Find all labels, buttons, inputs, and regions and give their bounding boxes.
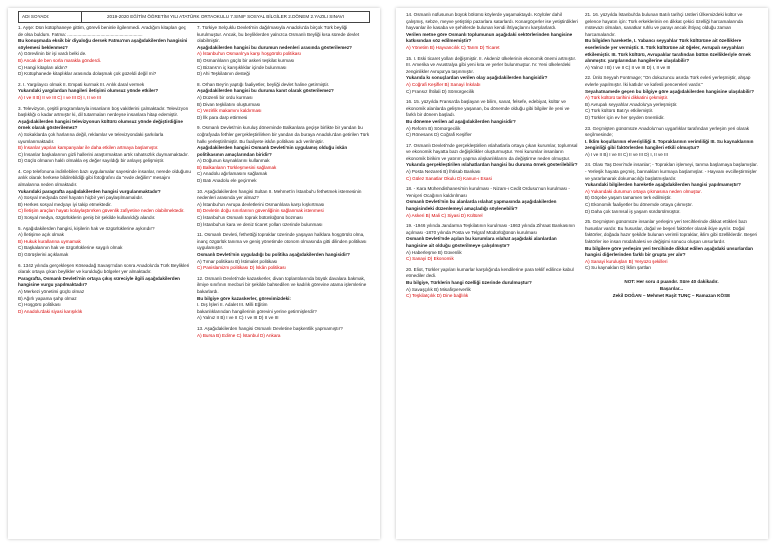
answer-option[interactable]: B) İnsanlar yapılan kampanyalar ile daha etkilen artmaya başlamıştır. — [18, 145, 159, 151]
question-stem: 6. 1342 yılında gerçekleşen Köseadağ Savaşı'ndan sonra Anadolu'da Türk Beylikleri olarak ortaya çıkan beylikler ve kurulduğu bölgeler yer almaktadır. — [18, 262, 190, 275]
question-column — [18, 25, 191, 343]
answer-option[interactable]: A) Sosyal medyada özel hayatın hiçbir yeri paylaşılmamalıdır. — [18, 195, 144, 201]
question-block — [197, 125, 370, 184]
answer-option[interactable]: B) Ancak de ben sorla marakla gönderdi. — [18, 57, 101, 63]
answer-option[interactable]: D) Anadolu'daki siyasi karışıklık — [18, 308, 83, 314]
question-block — [406, 56, 579, 96]
answer-option[interactable]: A) Yönetim B) Hayvancılık C) Tarım D) Ticaret — [406, 44, 500, 50]
question-block — [406, 99, 579, 139]
answer-option[interactable]: C) Gülez Sanatlar Okulu D) Kanun-ı Esasi — [406, 175, 492, 181]
question-prompt: Aşağıdakilerden hangisi Osmanlı Devleti'nin uygulamış olduğu iskân politikasının amaçlarından biridir? — [197, 145, 348, 157]
answer-option[interactable]: C) Hoşgörü politikası — [18, 302, 61, 308]
question-prompt: Verilen metne göre Osmanlı toplumunun aşağıdaki sektörlerinden hangisine katkısından söz edilmemiştir? — [406, 31, 573, 44]
question-block — [18, 82, 191, 102]
question-block — [197, 82, 370, 122]
question-block — [406, 223, 579, 263]
question-stem: 1. Ayşe: Dün kütüphaneye gittim, görevli beninle ilgilenmedi. Aradığım kitapları geç de olsa buldum. Fatma: ........................................................... — [18, 25, 186, 37]
answer-option[interactable]: C) Hangi kitapları aldın? — [18, 64, 68, 70]
question-stem: 9. Osmanlı Devleti'nin kuruluş döneminde Balkanlara geçişe birlikte bir yandan bu coğrafyada fethler gerçekleştirilirken bir yandan da buraya Anadolu'dan getirilen Türk halkı yerleştirilmiştir. Bu faaliyete iskân politikası adı verilmiştir. — [197, 125, 370, 144]
question-column — [585, 12, 758, 304]
question-block — [18, 25, 191, 78]
answer-option[interactable]: A) İstanbul'un Avrupa devletlerini Osmanlılara karşı kışkırtması — [197, 201, 325, 207]
answer-option[interactable]: B) Devletin doğu sınırlarının güvenliğinin sağlanmak istenmesi — [197, 208, 324, 214]
question-column — [197, 25, 370, 343]
question-stem: 13. Aşağıdakilerden hangisi Osmanlı Devletine başkentlik yapmamıştır? — [197, 325, 343, 331]
answer-option[interactable]: C) Anadolu ağırlamasını sağlamak — [197, 171, 268, 177]
question-stem: 2. I. Yargılayıcı olmak II. Empati kurmak III. Anlık daral vermek — [18, 81, 145, 87]
question-stem: 7. Türkiye Selçuklu Devleti'nin dağılmasıyla Anadolu'da birçok Türk beyliği kurulmuştur. Ancak, bu beyliklerden yalnızca Osmanlı Beyliği kısa sürede devlet olabilmiştir. — [197, 25, 360, 44]
answer-option[interactable]: B) Osmanlıların güçlü bir askeri teşkilat kurması — [197, 57, 295, 63]
question-stem: 20. Eliot, Türkler yapıları kumarlar karşılığında kendilerine para teklif edilince kabul etmediler dedi. — [406, 266, 574, 279]
answer-option[interactable]: B) Balkanların Türkleşmesini sağlamak — [197, 164, 277, 170]
question-block — [585, 12, 758, 71]
answer-option[interactable]: A) Yukarıdaki durumun ortaya çıkmasına neden olmuştur. — [585, 188, 702, 194]
answer-option[interactable]: A) Bursa B) Edirne C) İstanbul D) Ankara — [197, 332, 281, 338]
question-stem: 14. Osmanlı nüfusunun büyük bölümü köylerde yaşamaktaydı. Köylüler dahil çalışmış, sebze, meyve yetiştirip pazarlara satarlardı. Konargöçerler ise yetiştirdikleri hayvanlar ile kasaba ve şehirlerde bulunan kendi ihtiyaçlarını karşılarlardı. — [406, 12, 578, 31]
answer-option[interactable]: B) Divan teşkilatını oluşturması — [197, 101, 261, 107]
question-block — [197, 276, 370, 322]
question-block — [406, 267, 579, 300]
question-stem: 24. Olası Taş Devri'nde insanlar; - Toprakları işlemeyi, tarıma başlamaya başlamışlar. - Yerleşik hayata geçmiş, barınakları kurmaya başlamışlar. - Hayvanı evcilleştirmişler ve yararlanarak dokumacılığı başlatmışlardır. — [585, 162, 758, 181]
exam-page-right — [396, 8, 768, 539]
question-stem: 21. 16. yüzyılda İstanbul'da bulunan Batılı tarihçi Ustleri Ülkemizdeki kültür ve gelence hayatın için: Türk erkeklerinin en dikkat çekici özelliği harcamalarında mütevazı olmaları, sanatkar ruhlu ve parayı ancak ihtiyaç olduğu zaman harcamalarıdır. — [585, 12, 743, 37]
question-block — [197, 232, 370, 272]
question-stem: 23. Geçmişten günümüze Anadolu'nun uygarlıklar tarafından yerleşim yeri olarak seçilmesinde; — [585, 125, 750, 138]
answer-option[interactable]: C) Türk kültürü Batı'yı etkilemiştir. — [585, 108, 654, 114]
answer-option[interactable]: bakanlıklarından hangilerinin görevini yerine getirmişlerdir? — [197, 308, 317, 314]
question-prompt: Aşağıdakilerden hangisi bu duruma kanıt olarak gösterilemez? — [197, 88, 334, 94]
answer-option[interactable]: A) Düzenli bir ordu kurması — [197, 94, 253, 100]
answer-option[interactable]: B) Ağırlı yapama şahp olmaz — [18, 295, 77, 301]
answer-option[interactable]: A) Doğunun kaynaklarını kullanmak — [197, 158, 270, 164]
answer-option[interactable]: A) Yalnız I B) I ve II C) II ve III D) I, II ve III — [585, 64, 671, 70]
answer-option[interactable]: C) Su kaynakları D) İklim şartları — [585, 265, 652, 271]
question-prompt: Yukarıdaki yargılardan hangileri iletişimi olumsuz yönde etkiler? — [18, 88, 159, 94]
question-stem: 15. I. Eski ticaret yolları değişmiştir. II. Akdeniz ülkelerinin ekonomik önemi artmıştır. III. Amerika ve Avustralya gibi yeni kıta ve yerler bulunmuştur. IV. Yeni ülkelerdeki zenginlikler Avrupa'ya taşınmıştır. — [406, 55, 577, 74]
answer-option[interactable]: D) Türkler için ev her şeyden önemlidir. — [585, 114, 665, 120]
answer-option[interactable]: C) Rönesans D) Coğrafi Keşifler — [406, 132, 472, 138]
exam-footer — [585, 278, 758, 299]
answer-option[interactable]: A) I ve II B) I ve III C) II ve III D) I, II ve III — [585, 151, 668, 157]
answer-option[interactable]: D) Sosyal medya, özgürlüklerin geniş bir şekilde kullanıldığı alandır. — [18, 215, 156, 221]
question-stem: 5. Aşağıdakilerden hangisi, kişilerin hak ve özgürlüklerine aykırıdır? — [18, 225, 155, 231]
answer-option[interactable]: D) Ahi Teşkilatının desteği — [197, 71, 250, 77]
question-stem: 25. Geçmişten günümüze insanlar yerleşim yeri tercihlerinde dikkat ettikleri bazı hususlar vardır. Bu hususlar, doğal ve beşeri faktörler olarak ikiye ayrılır. Doğal faktörler, doğada hazır şekilde bulunan verimli topraklar, iklim gibi özelliklerdir. Beşeri faktörler ise insan müdahalesi ve değişimi sonucu oluşan unsurlardır. — [585, 219, 758, 244]
question-column — [406, 12, 579, 304]
question-block — [18, 169, 191, 222]
answer-option[interactable]: D) Güçlü olmanın haklı olmakla eş değer sayıldığı bir anlayış gelişmiştir. — [18, 158, 165, 164]
answer-option[interactable]: C) Bizans'ın iç karışıklıklar içinde bulunması — [197, 64, 287, 70]
question-block — [18, 106, 191, 165]
question-prompt: Aşağıdakilerden hangisi bu durumun nedenleri arasında gösterilemez? — [197, 44, 352, 50]
answer-option[interactable]: B) Herkes sosyal medyayı iyi takip etmektedir. — [18, 201, 112, 207]
question-stem: 10. Aşağıdakilerden hangisi Sultan II. Mehmet'in İstanbul'u fethetmek istemesinin nedenleri arasında yer almaz? — [197, 188, 362, 201]
question-prompt: Aşağıdakilerden hangisi televizyonun kültürü olumsuz yönde değiştirdiğine örnek olarak gösterilemez? — [18, 118, 183, 131]
question-block — [406, 12, 579, 52]
answer-option[interactable]: C) Başkalarının hak ve özgürlüklerine saygılı olmak — [18, 245, 123, 251]
answer-option[interactable]: C) Vezirlik makamını kaldırması — [197, 108, 262, 114]
answer-option[interactable]: A) I ve II B) II ve III C) I ve III D) I, II ve III — [18, 94, 101, 100]
question-block — [585, 162, 758, 215]
answer-option[interactable]: C) İletişim araçları hayatı kolaylaştırırken güvenlik zafiyetine neden olabilmektedir. — [18, 208, 185, 214]
question-stem: 22. Ünlü Seyyah Fontmage; "On dokuzuncu asırda Türk evleri yerleşmiştir, ahşap evlerle yapılmıştır. İki katlıdır ve kafesli pencereleri vardır." — [585, 75, 751, 87]
answer-option[interactable]: B) Hukuk kurallarına uymamak — [18, 238, 81, 244]
question-prompt: Bu bilgiden hareketle, I. Yabancı seyyahlar Türk kültürüne ait özelliklere eserlerinde yer vermiştir. II. Türk kültürüne ait öğeler, Avrupalı seyyahları etkilemiştir. III. Türk kültürü, Avrupalılar tarafından bütün özellikleriyle örnek alınmıştır. yargılarından hangilerine ulaşılabilir? — [585, 38, 751, 64]
answer-option[interactable]: A) Tımar politikası B) İstimalet politikası — [197, 258, 278, 264]
footer-wish: Başarılar... — [659, 285, 684, 291]
answer-option[interactable]: C) Ekonomik faaliyetler bu dönemde ortaya çıkmıştır. — [585, 202, 693, 208]
answer-option[interactable]: A) Merkezi yönetimi güçlü olmaz — [18, 288, 85, 294]
answer-option[interactable]: B) Avrupalı seyyahlar Anadolu'ya yerleşmiştir. — [585, 101, 678, 107]
question-stem: 11. Osmanlı Devleti, fethettiği topraklar üzerinde yaşayan halklara hoşgörülü olma, inanç özgürlük tanıma ve geniş yönetimde otonom olmasında gitti dilinden politikası uygulamıştır. — [197, 232, 367, 251]
student-name-label: ADI SOYADI: — [19, 12, 82, 22]
answer-option[interactable]: A) Savaşçılık B) Misafirperverlik — [406, 286, 471, 292]
question-stem: 18. - Kara Mühendishanesi'nin kurulması - Nizam-ı Cedit Ordusu'nun kurulması - Yeniçeri Ocağının kaldırılması — [406, 186, 570, 198]
question-prompt: Osmanlı Devleti'nde açılan bu kurumlara ıslahat aşağıdaki alanlardan hangisine ait olduğu gösterilmeye çalışılmıştır? — [406, 236, 557, 248]
answer-option[interactable]: D) Kütüphanede kitaplıklar arasında dolaşmak çok güzeldi değil mi? — [18, 71, 157, 77]
question-block — [406, 186, 579, 219]
question-prompt: Bu bilgiye, Türklerin hangi özelliği üzerinde durulmuştur? — [406, 279, 532, 285]
question-prompt: Bu konuşmada eksik bir diyaloğu dersek Fatma'nın aşağıdakilerden hangisini söylemesi beklenmez? — [18, 38, 188, 50]
answer-option[interactable]: C) Panislamizm politikası D) İskân politikası — [197, 265, 286, 271]
answer-option[interactable]: A) Görevlinin bir işi vardı belki de. — [18, 51, 87, 57]
answer-option[interactable]: A) İstanbul'un Osmanlı'ya karşı hoşgörülü politikası — [197, 51, 301, 57]
question-stem: 12. Osmanlı Devleti'nde kazaskerler, divan toplantılarında büyük davalara bakmak, ilmiye sınıfının mecburi bir şekilde bahsedilen ve kadılık görevine atama işlemlerine bakarlardı. — [197, 275, 367, 294]
question-block — [18, 263, 191, 316]
answer-option[interactable]: C) İnsanlar başkalarının gizli hallerini araştırmaktan artık rahatsızlık duymamaktadır. — [18, 151, 189, 157]
question-stem: 4. Cep telefonuna indirilebilen bazı uygulamalar sayesinde insanlar, nerede olduğunu anlık olarak herkese bildirebildiği gibi fotoğrafını da "evde değilim" mesajını almalarına neden olmaktadır. — [18, 168, 191, 188]
answer-option[interactable]: I. Dış İşleri II. Adalet III. Milli Eğitim — [197, 302, 268, 308]
answer-option[interactable]: A) Türk kültürü tarihini dikkatini çekmiştir. — [585, 95, 669, 101]
question-block — [585, 126, 758, 159]
answer-option[interactable]: A) İletişime açık olmak — [18, 232, 64, 238]
question-prompt: I. İklim koşullarının elverişliliği II. Topraklarının verimliliği III. Su kaynaklarının zenginliği gibi faktörlerden hangileri etkili olmuştur? — [585, 138, 754, 151]
answer-option[interactable]: D) Batı Anadolu ele geçirmek — [197, 178, 257, 184]
exam-page-left — [8, 8, 380, 539]
question-prompt: Osmanlı Devleti'nin uyguladığı bu politika aşağıdakilerden hangisidir? — [197, 252, 350, 257]
footer-note: NOT: Her soru 4 puandır. Süre 40 dakikadır. — [624, 278, 719, 284]
answer-option[interactable]: D) İstanbul'un kara ve deniz ticaret yolları üzerinde bulunması — [197, 221, 323, 227]
answer-option[interactable]: D) İlk para darp ettirmesi — [197, 114, 248, 120]
answer-option[interactable]: D) Görüşlerini açıklamak — [18, 252, 69, 257]
answer-option[interactable]: C) Fransız İhtilali D) Sömürgecilik — [406, 88, 475, 94]
question-stem: 16. 15. yüzyılda Fransa'da başlayan ve bilim, sanat, felsefe, edebiyat, kültür ve ekonomik alanlarda gelişme yaşanan, bu dönemde olduğu gibi bilgiler ile yeni ve farklı bir dönem başladı. — [406, 99, 570, 118]
exam-title: 2019-2020 EĞİTİM ÖĞRETİM YILI ATATÜRK ORTAOKULU 7.SINIF SOSYAL BİLGİLER 2.DÖNEM 2.YAZILI SINAVI — [107, 14, 344, 19]
answer-option[interactable]: B) Göçebe yaşam tamamen terk edilmiştir. — [585, 195, 672, 201]
question-stem: 3. Televizyon, çeşitli programlarıyla insanların boş vakitlerini çalmaktadır. Televizyon başlıklığı o kadar artmıştır ki, dil tutarmaları nerdeyse insanlara hitap edemiştir. — [18, 105, 189, 118]
answer-option[interactable]: C) Sanayi D) Ekonomik — [406, 256, 454, 262]
question-block — [197, 326, 370, 339]
question-prompt: Paragrafta, Osmanlı Devleti'nin ortaya çıkış süreciyle ilgili aşağıdakilerden hangisine vurgu yapılmaktadır? — [18, 275, 180, 288]
answer-option[interactable]: A) Sanayi kuruluşları B) Yeryüzü şekilleri — [585, 258, 668, 264]
answer-option[interactable]: A) Coğrafi Keşifler B) Sanayi İnkılabı — [406, 81, 481, 87]
question-block — [197, 189, 370, 229]
question-prompt: Yukarıdaki bilgilerden hareketle aşağıdakilerden hangisi yapılmamıştır? — [585, 182, 741, 188]
question-block — [406, 143, 579, 183]
answer-option[interactable]: A) Sokaklarda çok harlarına değil, reklamlar ve televizyondaki şarkılarla uyumlanmaktadır. — [18, 131, 164, 144]
question-stem: 8. Orhan Bey'in yaptığı faaliyetler, beyliği devlet haline getirmiştir. — [197, 81, 330, 87]
answer-option[interactable]: A) Yalnız II B) I ve II C) I ve III D) II ve III — [197, 315, 279, 321]
question-block — [18, 226, 191, 259]
question-prompt: Osmanlı Devleti'nin bu alanlarda ıslahat yapmasında aşağıdakilerden hangisindeki düzenlemeyi amaçladığı söylenebilir? — [406, 199, 557, 212]
footer-teachers: Zekil DOĞAN – Mehmet Raşit TUNÇ – Ramazan KÖSE — [612, 292, 731, 298]
question-stem: 17. Osmanlı Devleti'nde gerçekleştirilen ıslahatlarla ortaya çıkan kurumlar, toplumsal ve ekonomik hayatta bazı değişiklikler oluşturmuştur. Yeni kurumlar insanların ekonomik birikim ve yatırım yapma alışkanlıklarını da değiştirme neden olmuştur. — [406, 142, 578, 161]
answer-option[interactable]: C) Teşkilatçılık D) Dine bağlılık — [406, 293, 469, 299]
question-prompt: Bu döneme verilen ad aşağıdakilerden hangisidir? — [406, 118, 516, 124]
question-prompt: Yukarıda kı sonuçlardan verilen olay aşağıdakilerden hangisidir? — [406, 75, 548, 81]
question-block — [585, 75, 758, 121]
answer-option[interactable]: C) İstanbul'un Osmanlı toprak bütünlüğünü bozması — [197, 215, 303, 221]
answer-option[interactable]: A) Reform B) Sömürgecilik — [406, 125, 461, 131]
answer-option[interactable]: A) Haberleşme B) Güvenlik — [406, 249, 462, 255]
answer-option[interactable]: A) Posta Nezareti B) İhtisab Bankası — [406, 169, 481, 175]
question-prompt: Yukarıda gerçekleştirilen ıslahatlardan hangisi bu duruma örnek gösterilebilir? — [406, 162, 578, 168]
question-prompt: Seyahatnamede geçen bu bilgiye göre aşağıdakilerden hangisine ulaşılabilir? — [585, 88, 755, 94]
answer-option[interactable]: A) Askeri B) Mali C) Siyasi D) Kültürel — [406, 212, 483, 218]
question-prompt: Yukarıdaki paragrafta aşağıdakilerden hangisi vurgulanmaktadır? — [18, 188, 161, 194]
answer-option[interactable]: D) Daha çok tarımsal iş yaşam sürdürülmüştür. — [585, 208, 681, 214]
question-stem: 19. -1946 yılında Jandarma Teşkilatının kurulması -1863 yılında Zihraat Bankasının açılması -1870 yılında Posta ve Telgraf Müdürlüğünün kurulması — [406, 223, 575, 235]
question-block — [585, 219, 758, 272]
question-prompt: Bu bilgilere göre yerleşim yeri tercihinde dikkat edilen aşağıdaki unsurlardan hangisi diğerlerinden farklı bir grupta yer alır? — [585, 245, 753, 258]
question-prompt: Bu bilgiye göre kazaskerler, görevimizdeki: — [197, 295, 291, 301]
question-block — [197, 25, 370, 78]
exam-header — [18, 11, 370, 23]
